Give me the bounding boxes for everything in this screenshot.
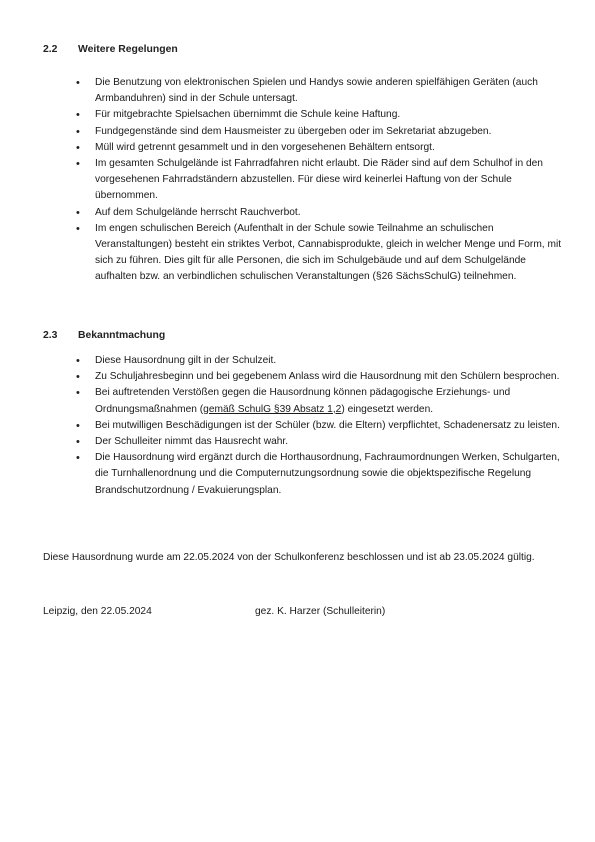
list-item: • Für mitgebrachte Spielsachen übernimmt die Schule keine Haftung. [95, 107, 565, 123]
section-heading-2-2 [43, 44, 178, 55]
list-item: • Diese Hausordnung gilt in der Schulzeit. [95, 353, 565, 369]
schulg-link[interactable]: gemäß SchulG §39 Absatz 1,2 [203, 403, 342, 415]
item-text-before: Bei auftretenden Verstößen gegen die Hausordnung können pädagogische Erziehungs- und Ordnungsmaßnahmen ( [95, 387, 511, 415]
section-title: Weitere Regelungen [78, 44, 178, 55]
list-item: • Auf dem Schulgelände herrscht Rauchverbot. [95, 205, 565, 221]
list-item [95, 385, 565, 417]
rules-list [95, 75, 565, 286]
item-text-after: ) eingesetzt werden. [341, 403, 434, 415]
list-item: • Der Schulleiter nimmt das Hausrecht wahr. [95, 434, 565, 450]
validity-statement: Diese Hausordnung wurde am 22.05.2024 von der Schulkonferenz beschlossen und ist ab 23.05.2024 gültig. [43, 552, 535, 563]
section-heading-2-3 [43, 330, 165, 341]
list-item: • Die Benutzung von elektronischen Spielen und Handys sowie anderen spielfähigen Geräten (auch Armbanduhren) sind in der Schule untersagt. [95, 75, 565, 107]
place-date: Leipzig, den 22.05.2024 [43, 606, 152, 617]
signature-line: gez. K. Harzer (Schulleiterin) [255, 606, 386, 617]
section-title: Bekanntmachung [78, 330, 166, 341]
list-item: • Bei mutwilligen Beschädigungen ist der Schüler (bzw. die Eltern) verpflichtet, Schadenersatz zu leisten. [95, 418, 565, 434]
list-item: • Zu Schuljahresbeginn und bei gegebenem Anlass wird die Hausordnung mit den Schülern besprochen. [95, 369, 565, 385]
list-item: • Im engen schulischen Bereich (Aufenthalt in der Schule sowie Teilnahme an schulischen Veranstaltungen) besteht ein striktes Verbot, Cannabisprodukte, gleich in welcher Menge und Form, mit sich zu führen. Dies gilt für alle Personen, die sich im Schulgebäude und auf dem Schulgelände aufhalten bzw. an verbindlichen schulischen Veranstaltungen (§26 SächsSchulG) teilnehmen. [95, 221, 565, 286]
section-number: 2.3 [43, 330, 58, 341]
list-item: • Die Hausordnung wird ergänzt durch die Horthausordnung, Fachraumordnungen Werken, Schulgarten, die Turnhallenordnung und die Computernutzungsordnung sowie die objektspezifische Regelung Brandschutzordnung / Evakuierungsplan. [95, 450, 565, 499]
announcement-list [95, 353, 565, 499]
list-item: • Müll wird getrennt gesammelt und in den vorgesehenen Behältern entsorgt. [95, 140, 565, 156]
section-number: 2.2 [43, 44, 58, 55]
list-item: • Fundgegenstände sind dem Hausmeister zu übergeben oder im Sekretariat abzugeben. [95, 124, 565, 140]
list-item: • Im gesamten Schulgelände ist Fahrradfahren nicht erlaubt. Die Räder sind auf dem Schulhof in den vorgesehenen Fahrradständern abzustellen. Für diese wird keinerlei Haftung von der Schule übernommen. [95, 156, 565, 205]
